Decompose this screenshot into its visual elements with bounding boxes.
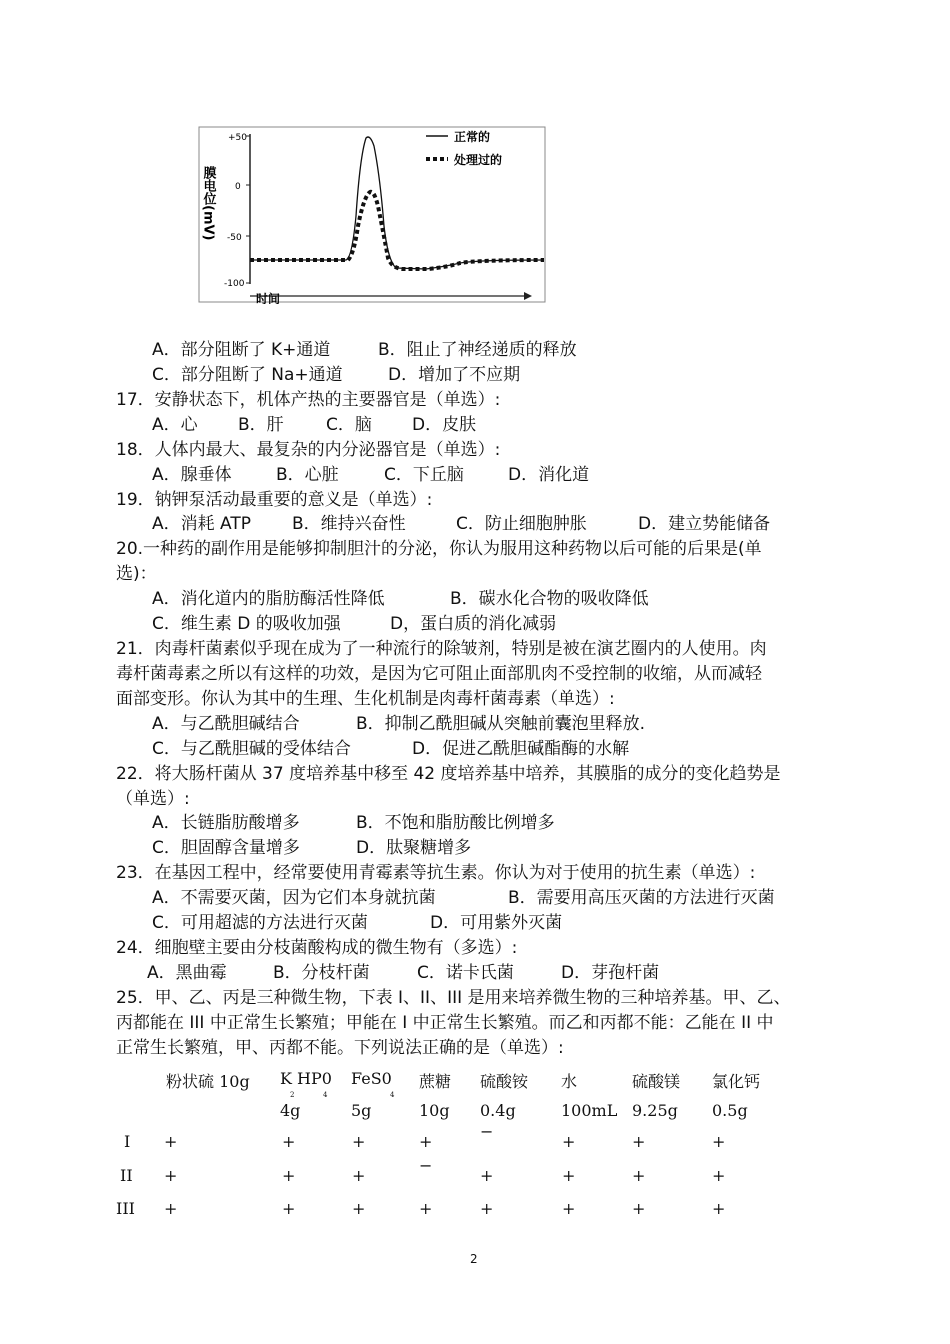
q25-stem-line1: 25．甲、乙、丙是三种微生物，下表 I、II、III 是用来培养微生物的三种培养基。甲、乙、	[116, 988, 791, 1008]
q16-row2	[152, 363, 520, 388]
q21-row1	[152, 712, 645, 737]
q21-option-c: C．与乙酰胆碱的受体结合	[152, 739, 351, 759]
amount-magnesium-sulfate: 9.25g	[632, 1101, 678, 1120]
q22-row1	[152, 811, 555, 836]
q19-option-c: C．防止细胞肿胀	[456, 514, 587, 534]
q20-option-d: D，蛋白质的消化减弱	[390, 614, 557, 634]
amount-ammonium-sulfate: 0.4g	[480, 1101, 516, 1120]
q17-option-c: C．脑	[326, 415, 372, 435]
table-cell: +	[419, 1199, 433, 1218]
q20-option-a: A．消化道内的脂肪酶活性降低	[152, 589, 385, 609]
q24-option-c: C．诺卡氏菌	[417, 963, 514, 983]
q22-option-a: A．长链脂肪酸增多	[152, 813, 300, 833]
q16-row1	[152, 338, 577, 363]
amount-sucrose: 10g	[419, 1101, 450, 1120]
table-cell: +	[352, 1199, 366, 1218]
q24-option-b: B．分枝杆菌	[273, 963, 370, 983]
header-sulfur: 粉状硫 10g	[166, 1072, 250, 1091]
row-label-1: Ⅰ	[124, 1132, 131, 1151]
table-cell: +	[632, 1166, 646, 1185]
amount-water: 100mL	[561, 1101, 618, 1120]
q16-option-a: A．部分阻断了 K+通道	[152, 340, 331, 360]
q24-option-a: A．黑曲霉	[147, 963, 227, 983]
table-cell: +	[712, 1199, 726, 1218]
q19-options	[152, 512, 770, 537]
table-cell: +	[480, 1166, 494, 1185]
q22-row2	[152, 836, 471, 861]
amount-k2hpo4: 4g	[280, 1101, 301, 1120]
table-cell: +	[352, 1132, 366, 1151]
q17-options	[152, 413, 476, 438]
q21-stem-line2: 毒杆菌毒素之所以有这样的功效，是因为它可阻止面部肌肉不受控制的收缩，从而减轻	[116, 664, 762, 684]
header-magnesium-sulfate: 硫酸镁	[632, 1072, 681, 1091]
q22-option-c: C．胆固醇含量增多	[152, 838, 300, 858]
row-label-3: III	[116, 1199, 135, 1218]
table-cell: +	[419, 1132, 433, 1151]
table-cell: +	[164, 1132, 178, 1151]
q21-stem-line3: 面部变形。你认为其中的生理、生化机制是肉毒杆菌毒素（单选）:	[116, 689, 615, 709]
q21-stem-line1: 21．肉毒杆菌素似乎现在成为了一种流行的除皱剂，特别是被在演艺圈内的人使用。肉	[116, 639, 767, 659]
table-cell: +	[562, 1166, 576, 1185]
header-calcium-chloride: 氯化钙	[712, 1072, 761, 1091]
q25-stem-line2: 丙都能在 III 中正常生长繁殖；甲能在 I 中正常生长繁殖。而乙和丙都不能：乙能在 II 中	[116, 1013, 774, 1033]
tick-0: 0	[235, 182, 241, 192]
q16-option-d: D．增加了不应期	[388, 365, 521, 385]
q21-option-b: B．抑制乙酰胆碱从突触前囊泡里释放.	[356, 714, 646, 734]
sub-fe-4: 4	[390, 1091, 395, 1099]
q20-row2	[152, 612, 556, 637]
header-water: 水	[561, 1072, 578, 1091]
q23-option-a: A．不需要灭菌，因为它们本身就抗菌	[152, 888, 436, 908]
table-cell: +	[164, 1199, 178, 1218]
y-axis-label: 膜电位(mV)	[200, 166, 216, 241]
table-cell: +	[164, 1166, 178, 1185]
q18-stem: 18．人体内最大、最复杂的内分泌器官是（单选）:	[116, 440, 501, 460]
q23-option-b: B．需要用高压灭菌的方法进行灭菌	[508, 888, 775, 908]
q17-option-d: D．皮肤	[412, 415, 477, 435]
header-feso4: FeS0	[351, 1069, 392, 1088]
tick-minus100: -100	[224, 279, 245, 289]
table-cell: +	[562, 1132, 576, 1151]
table-cell: +	[282, 1132, 296, 1151]
q19-stem: 19．钠钾泵活动最重要的意义是（单选）:	[116, 490, 433, 510]
q23-row1	[152, 886, 775, 911]
q24-stem: 24．细胞壁主要由分枝菌酸构成的微生物有（多选）:	[116, 938, 518, 958]
q16-option-b: B．阻止了神经递质的释放	[378, 340, 577, 360]
tick-minus50: -50	[227, 233, 242, 243]
q17-stem: 17．安静状态下，机体产热的主要器官是（单选）:	[116, 390, 501, 410]
x-axis-label: 时间	[256, 292, 281, 304]
q20-stem-line1: 20.一种药的副作用是能够抑制胆汁的分泌，你认为服用这种药物以后可能的后果是(单	[116, 539, 762, 559]
q20-stem-line2: 选)：	[116, 564, 157, 584]
membrane-potential-figure	[198, 126, 546, 304]
amount-calcium-chloride: 0.5g	[712, 1101, 748, 1120]
legend-treated: 处理过的	[454, 153, 503, 167]
q23-row2	[152, 911, 562, 936]
header-k2hpo4: K HP0	[280, 1069, 332, 1088]
legend-normal: 正常的	[454, 130, 491, 144]
header-sucrose: 蔗糖	[419, 1072, 452, 1091]
q23-stem: 23．在基因工程中，经常要使用青霉素等抗生素。你认为对于使用的抗生素（单选）:	[116, 863, 756, 883]
page-number: 2	[470, 1252, 478, 1266]
sub-k-2: 2	[290, 1091, 295, 1099]
q20-option-b: B．碳水化合物的吸收降低	[450, 589, 649, 609]
q21-option-a: A．与乙酰胆碱结合	[152, 714, 300, 734]
q19-option-b: B．维持兴奋性	[292, 514, 406, 534]
q25-stem-line3: 正常生长繁殖，甲、丙都不能。下列说法正确的是（单选）:	[116, 1038, 564, 1058]
q21-row2	[152, 737, 629, 762]
q17-option-b: B．肝	[238, 415, 284, 435]
q19-option-a: A．消耗 ATP	[152, 514, 251, 534]
q17-option-a: A．心	[152, 415, 198, 435]
q18-option-c: C．下丘脑	[384, 465, 464, 485]
q23-option-d: D．可用紫外灭菌	[430, 913, 563, 933]
table-cell: +	[480, 1199, 494, 1218]
membrane-potential-plot	[198, 126, 546, 304]
q22-stem-line1: 22．将大肠杆菌从 37 度培养基中移至 42 度培养基中培养，其膜脂的成分的变化趋势是	[116, 764, 781, 784]
header-ammonium-sulfate: 硫酸铵	[480, 1072, 529, 1091]
amount-feso4: 5g	[351, 1101, 372, 1120]
q16-option-c: C．部分阻断了 Na+通道	[152, 365, 343, 385]
q18-options	[152, 463, 589, 488]
table-cell: +	[632, 1132, 646, 1151]
sub-k-4: 4	[323, 1091, 328, 1099]
q22-stem-line2: （单选）:	[116, 789, 190, 809]
table-cell: +	[352, 1166, 366, 1185]
q24-options	[147, 961, 659, 986]
q18-option-a: A．腺垂体	[152, 465, 232, 485]
table-cell: +	[632, 1199, 646, 1218]
q18-option-d: D．消化道	[508, 465, 590, 485]
q23-option-c: C．可用超滤的方法进行灭菌	[152, 913, 368, 933]
q20-row1	[152, 587, 649, 612]
q22-option-b: B．不饱和脂肪酸比例增多	[356, 813, 555, 833]
q24-option-d: D．芽孢杆菌	[561, 963, 660, 983]
table-cell: −	[480, 1122, 494, 1141]
q18-option-b: B．心脏	[276, 465, 339, 485]
table-cell: +	[712, 1132, 726, 1151]
tick-plus50: +50	[228, 133, 247, 143]
table-cell: +	[282, 1166, 296, 1185]
q22-option-d: D．肽聚糖增多	[356, 838, 472, 858]
table-cell: +	[282, 1199, 296, 1218]
table-cell: +	[712, 1166, 726, 1185]
table-cell: −	[419, 1156, 433, 1175]
q20-option-c: C．维生素 D 的吸收加强	[152, 614, 341, 634]
table-cell: +	[562, 1199, 576, 1218]
row-label-2: II	[120, 1166, 133, 1185]
q21-option-d: D．促进乙酰胆碱酯酶的水解	[412, 739, 630, 759]
q19-option-d: D．建立势能储备	[638, 514, 771, 534]
